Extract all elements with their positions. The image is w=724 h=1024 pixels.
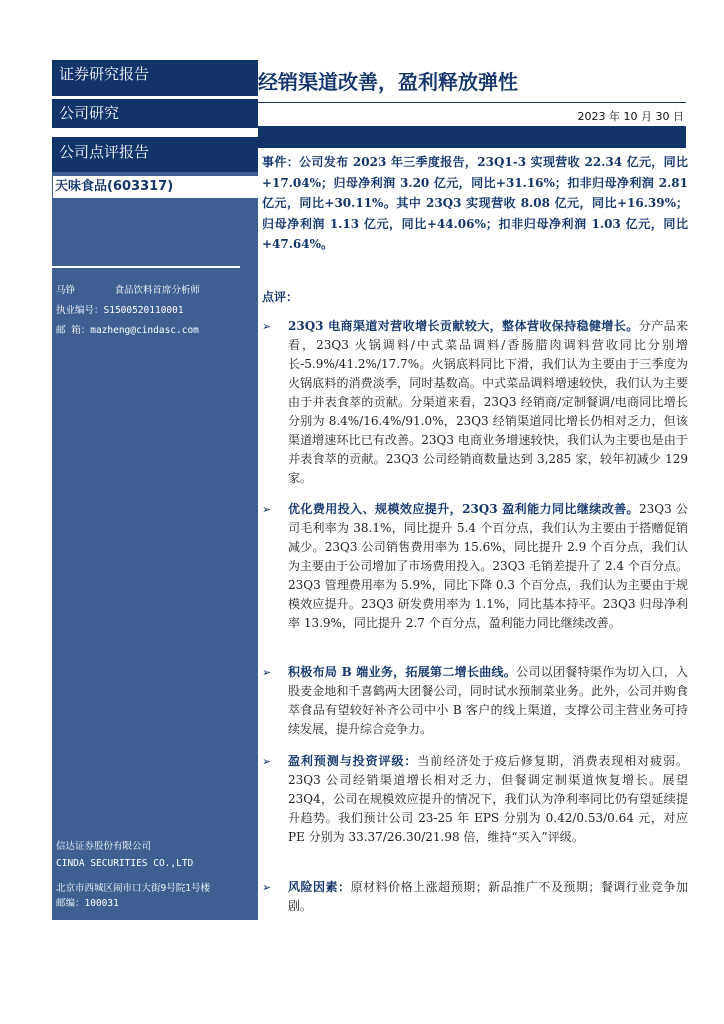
company-postcode: 邮编：100031 — [56, 898, 119, 909]
bullet-item — [262, 878, 688, 916]
sidebar-divider — [52, 266, 240, 268]
bullet-head: 风险因素： — [288, 880, 351, 894]
bullet-body: 当前经济处于疫后修复期，消费表现相对疲弱。23Q3 公司经销渠道增长相对乏力，但餐调定制渠道恢复增长。展望 23Q4，公司在规模效应提升的情况下，我们认为净利率同比仍有望延续提升趋势。我们预计公司 23-25 年 EPS 分别为 0.42/0.53/0.64 元，对应 PE 分别为 33.37/26.30/21.98 倍，维持“买入”评级。 — [288, 754, 688, 844]
bullet-head: 积极布局 B 端业务，拓展第二增长曲线。 — [288, 665, 517, 679]
analyst-panel — [52, 268, 258, 920]
category-band: 公司研究 — [52, 98, 258, 128]
analyst-line — [56, 282, 200, 296]
arrow-bullet-icon: ➢ — [262, 320, 272, 333]
bullet-head: 23Q3 电商渠道对营收增长贡献较大，整体营收保持稳健增长。 — [288, 319, 639, 333]
arrow-bullet-icon: ➢ — [262, 503, 272, 516]
review-label: 点评： — [262, 290, 299, 304]
bullet-item — [262, 752, 688, 847]
analyst-license: 执业编号：S1500520110001 — [56, 305, 184, 316]
bullet-body: 23Q3 公司毛利率为 38.1%，同比提升 5.4 个百分点，我们认为主要由于搭赠促销减少。23Q3 公司销售费用率为 15.6%，同比提升 2.9 个百分点，我们认为主要由于公司增加了市场费用投入。23Q3 毛销差提升了 2.4 个百分点。23Q3 管理费用率为 5.9%，同比下降 0.3 个百分点，我们认为主要由于规模效应提升。23Q3 研发费用率为 1.1%，同比基本持平。23Q3 归母净利率 13.9%，同比提升 2.7 个百分点，盈利能力同比继续改善。 — [288, 502, 688, 630]
analyst-title: 食品饮料首席分析师 — [114, 285, 200, 296]
event-summary: 事件：公司发布 2023 年三季度报告，23Q1-3 实现营收 22.34 亿元，同比+17.04%；归母净利润 3.20 亿元，同比+31.16%；扣非归母净利润 2.81 亿元，同比+30.11%。其中 23Q3 实现营收 8.08 亿元，同比+16.39%；归母净利润 1.13 亿元，同比+44.06%；扣非归母净利润 1.03 亿元，同比+47.64%。 — [262, 155, 688, 251]
arrow-bullet-icon: ➢ — [262, 666, 272, 679]
company-address: 北京市西城区闹市口大街9号院1号楼 — [56, 883, 210, 894]
stock-name: 天味食品(603317) — [53, 176, 258, 198]
bullet-item — [262, 500, 688, 633]
subcategory-band: 公司点评报告 — [52, 136, 258, 172]
bullet-item — [262, 317, 688, 488]
title-rule — [258, 102, 686, 103]
page-title: 经销渠道改善，盈利释放弹性 — [258, 70, 518, 94]
report-type-band: 证券研究报告 — [52, 60, 258, 96]
report-date: 2023 年 10 月 30 日 — [577, 110, 684, 123]
analyst-email[interactable]: 邮 箱：mazheng@cindasc.com — [56, 325, 199, 336]
bullet-head: 优化费用投入、规模效应提升，23Q3 盈利能力同比继续改善。 — [288, 502, 639, 516]
company-cn: 信达证券股份有限公司 — [56, 841, 152, 852]
arrow-bullet-icon: ➢ — [262, 881, 272, 894]
header-strip — [258, 126, 686, 148]
bullet-item — [262, 663, 688, 739]
arrow-bullet-icon: ➢ — [262, 755, 272, 768]
bullet-head: 盈利预测与投资评级： — [288, 754, 418, 768]
bullet-body: 原材料价格上涨超预期；新品推广不及预期；餐调行业竞争加剧。 — [288, 880, 688, 913]
bullet-body: 公司以团餐特渠作为切入口，入股麦金地和千喜鹤两大团餐公司，同时试水预制菜业务。此外，公司并购食萃食品有望较好补齐公司中小 B 客户的线上渠道，支撑公司主营业务可持续发展，提升综合竞争力。 — [288, 665, 688, 736]
rating-panel-bg — [52, 208, 258, 268]
analyst-name: 马铮 — [56, 285, 76, 296]
bullet-body: 分产品来看，23Q3 火锅调料/中式菜品调料/香肠腊肉调料营收同比分别增长-5.9%/41.2%/17.7%。火锅底料同比下滑，我们认为主要由于三季度为火锅底料的消费淡季，同时基数高。中式菜品调料增速较快，我们认为主要由于并表食萃的贡献。分渠道来看，23Q3 经销商/定制餐调/电商同比增长分别为 8.4%/16.4%/91.0%，23Q3 经销渠道同比增长仍相对乏力，但该渠道增速环比已有改善。23Q3 电商业务增速较快，我们认为主要也是由于并表食萃的贡献。23Q3 公司经销商数量达到 3,285 家，较年初减少 129 家。 — [288, 319, 688, 485]
company-en: CINDA SECURITIES CO.,LTD — [56, 858, 194, 869]
